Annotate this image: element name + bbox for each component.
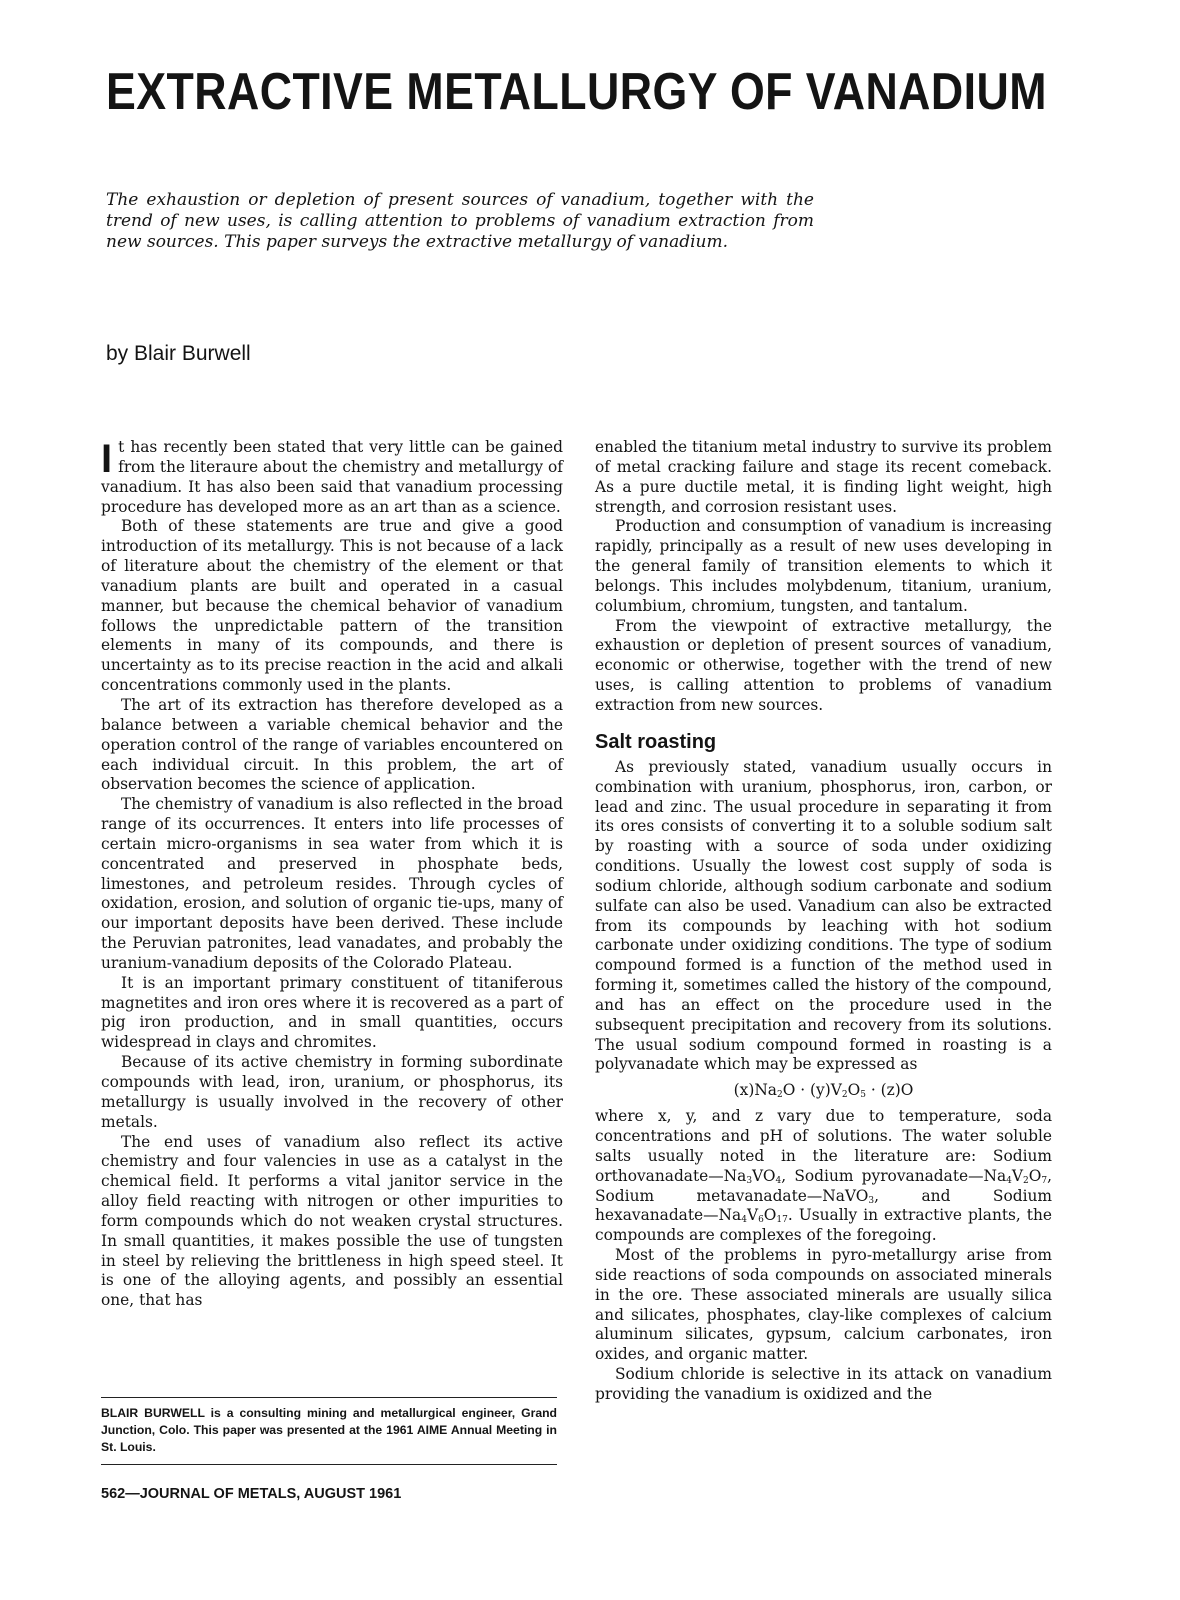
paragraph: enabled the titanium metal industry to survive its problem of metal cracking failure and stage its recent comeback. As a pure ductile metal, it is finding light weight, high strength, and corrosion resistant uses. [595, 438, 1052, 516]
right-column [595, 438, 1052, 1405]
paragraph-text: t has recently been stated that very little can be gained from the literaure about the chemistry and metallurgy of vanadium. It has also been said that vanadium processing procedure has developed more as an art than as a science. [101, 438, 563, 516]
paragraph: Production and consumption of vanadium is increasing rapidly, principally as a result of new uses developing in the general family of transition elements to which it belongs. This includes molybdenum, titanium, uranium, columbium, chromium, tungsten, and tantalum. [595, 517, 1052, 615]
paragraph: From the viewpoint of extractive metallurgy, the exhaustion or depletion of present sources of vanadium, economic or otherwise, together with the trend of new uses, is calling attention to problems of vanadium extraction from new sources. [595, 616, 1052, 714]
section-heading: Salt roasting [595, 730, 717, 753]
paragraph: The end uses of vanadium also reflect its active chemistry and four valencies in use as a catalyst in the chemical field. It performs a vital janitor service in the alloy field reacting with nitrogen or other impurities to form compounds which do not weaken crystal structures. In small quantities, it makes possible the use of tungsten in steel by relieving the brittleness in high speed steel. It is one of the alloying agents, and possibly an essential one, that has [101, 1132, 563, 1310]
paragraph: Sodium chloride is selective in its attack on vanadium providing the vanadium is oxidized and the [595, 1365, 1052, 1403]
paragraph: As previously stated, vanadium usually occurs in combination with uranium, phosphorus, iron, carbon, or lead and zinc. The usual procedure in separating it from its ores consists of converting it to a soluble sodium salt by roasting with a source of soda under oxidizing conditions. Usually the lowest cost supply of soda is sodium chloride, although sodium carbonate and sodium sulfate can also be used. Vanadium can also be extracted from its compounds by leaching with hot sodium carbonate under oxidizing conditions. The type of sodium compound formed is a function of the method used in forming it, sometimes called the history of the compound, and has an effect on the procedure used in the subsequent precipitation and recovery from its solutions. The usual sodium compound formed in roasting is a polyvanadate which may be expressed as [595, 757, 1052, 1074]
paragraph: The art of its extraction has therefore developed as a balance between a variable chemical behavior and the operation control of the range of variables encountered on each individual circuit. In this problem, the art of observation becomes the science of application. [101, 695, 563, 794]
paragraph: The chemistry of vanadium is also reflected in the broad range of its occurrences. It enters into life processes of certain micro-organisms in sea water from which it is concentrated and preserved in phosphate beds, limestones, and petroleum resides. Through cycles of oxidation, erosion, and solution of organic tie-ups, many of our important deposits have been derived. These include the Peruvian patronites, lead vanadates, and probably the uranium-vanadium deposits of the Colorado Plateau. [101, 795, 563, 972]
abstract: The exhaustion or depletion of present sources of vanadium, together with the trend of new uses, is calling attention to problems of vanadium extraction from new sources. This paper surveys the extractive metallurgy of vanadium. [106, 190, 814, 252]
paragraph: where x, y, and z vary due to temperature, soda concentrations and pH of solutions. The water soluble salts usually noted in the literature are: Sodium $orthovanadate—Na_3VO_4$, Sodium $pyrovanadate—Na_4V_2O_7$, Sodium metavanadate—NaVO$_3$, and Sodium $hexavanadate—Na_4V_6O_{17}$. Usually in extractive plants, the compounds are complexes of the foregoing. [595, 1107, 1052, 1245]
paragraph: It is an important primary constituent of titaniferous magnetites and iron ores where it is recovered as a part of pig iron production, and in small quantities, occurs widespread in clays and chromites. [101, 973, 563, 1052]
chemical-formula: $(x)Na_2O \cdot (y)V_2O_5 \cdot (z)O$ [733, 1081, 914, 1101]
page-footer: 562—JOURNAL OF METALS, AUGUST 1961 [101, 1486, 402, 1502]
article-title: EXTRACTIVE METALLURGY OF VANADIUM [106, 63, 1047, 121]
paragraph: Most of the problems in pyro-metallurgy arise from side reactions of soda compounds on associated minerals in the ore. These associated minerals are usually silica and silicates, phosphates, clay-like complexes of calcium aluminum silicates, gypsum, calcium carbonates, iron oxides, and organic matter. [595, 1246, 1052, 1364]
author-footnote: BLAIR BURWELL is a consulting mining and metallurgical engineer, Grand Junction, Colo. This paper was presented at the 1961 AIME Annual Meeting in St. Louis. [101, 1397, 557, 1465]
drop-cap: I [101, 437, 113, 481]
paragraph [101, 438, 563, 517]
left-column [101, 438, 563, 1311]
paragraph: Both of these statements are true and give a good introduction of its metallurgy. This is not because of a lack of literature about the chemistry of the element or that vanadium plants are built and operated in a casual manner, but because the chemical behavior of vanadium follows the unpredictable pattern of the transition elements in many of its compounds, and there is uncertainty as to its precise reaction in the acid and alkali concentrations commonly used in the plants. [101, 517, 563, 695]
author-byline: by Blair Burwell [106, 342, 251, 365]
paragraph: Because of its active chemistry in forming subordinate compounds with lead, iron, uranium, or phosphorus, its metallurgy is usually involved in the recovery of other metals. [101, 1053, 563, 1131]
